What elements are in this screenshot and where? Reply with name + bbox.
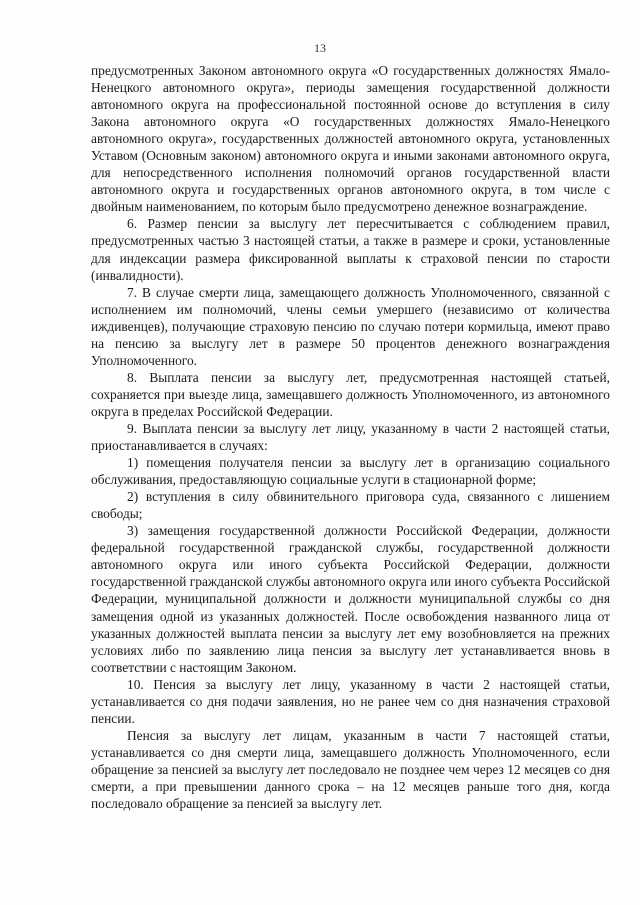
paragraph-part-9: 9. Выплата пенсии за выслугу лет лицу, указанному в части 2 настоящей статьи, приостанавливается в случаях: — [91, 420, 610, 454]
paragraph-part-10: 10. Пенсия за выслугу лет лицу, указанному в части 2 настоящей статьи, устанавливается со дня подачи заявления, но не ранее чем со дня назначения страховой пенсии. — [91, 676, 610, 726]
page-number: 13 — [314, 41, 326, 55]
paragraph-part-6: 6. Размер пенсии за выслугу лет пересчитывается с соблюдением правил, предусмотренных частью 3 настоящей статьи, а также в размере и сроки, установленные для индексации размера фиксированной выплаты к страховой пенсии по старости (инвалидности). — [91, 216, 610, 283]
paragraph-item-1: 1) помещения получателя пенсии за выслугу лет в организацию социального обслуживания, предоставляющую социальные услуги в стационарной форме; — [91, 455, 610, 488]
paragraph-item-3: 3) замещения государственной должности Российской Федерации, должности федеральной государственной гражданской службы, государственной должности автономного округа или иного субъекта Российской Федерации, должности государственной гражданской службы автономного округа или иного субъекта Российской Федерации, муниципальной должности и должности муниципальной службы со дня замещения одной из указанных должностей. После освобождения названного лица от указанных должностей выплата пенсии за выслугу лет ему возобновляется на прежних условиях либо по заявлению лица пенсия за выслугу лет устанавливается вновь в соответствии с настоящим Законом. — [91, 523, 610, 675]
paragraph-continuation: предусмотренных Законом автономного округа «О государственных должностях Ямало-Ненецкого автономного округа», периоды замещения государственной должности автономного округа на профессиональной постоянной основе до вступления в силу Закона автономного округа «О государственных должностях Ямало-Ненецкого автономного округа», государственных должностей автономного округа, установленных Уставом (Основным законом) автономного округа и иными законами автономного округа, для непосредственного исполнения полномочий органов государственной власти автономного округа и государственных органов автономного округа, в том числе с двойным наименованием, по которым было предусмотрено денежное вознаграждение. — [91, 63, 610, 215]
paragraph-part-8: 8. Выплата пенсии за выслугу лет, предусмотренная настоящей статьей, сохраняется при выезде лица, замещавшего должность Уполномоченного, из автономного округа в пределах Российской Федерации. — [91, 369, 610, 419]
paragraph-item-2: 2) вступления в силу обвинительного приговора суда, связанного с лишением свободы; — [91, 489, 610, 522]
paragraph-part-10-second: Пенсия за выслугу лет лицам, указанным в части 7 настоящей статьи, устанавливается со дня смерти лица, замещавшего должность Уполномоченного, если обращение за пенсией за выслугу лет последовало не позднее чем через 12 месяцев со дня смерти, а при превышении данного срока – на 12 месяцев раньше того дня, когда последовало обращение за пенсией за выслугу лет. — [91, 727, 610, 812]
paragraph-part-7: 7. В случае смерти лица, замещающего должность Уполномоченного, связанной с исполнением им полномочий, члены семьи умершего (независимо от количества иждивенцев), получающие страховую пенсию по случаю потери кормильца, имеют право на пенсию за выслугу лет в размере 50 процентов денежного вознаграждения Уполномоченного. — [91, 284, 610, 368]
document-body — [91, 62, 610, 812]
